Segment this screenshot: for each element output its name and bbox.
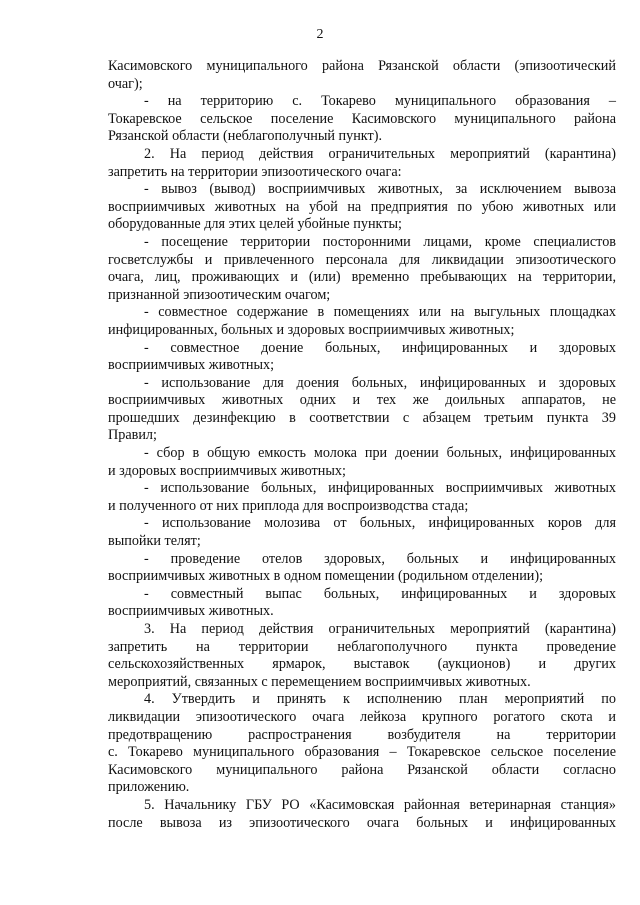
text-line: и полученного от них приплода для воспроизводства стада;	[108, 497, 469, 514]
text-line: - использование для доения больных, инфицированных и здоровых	[144, 374, 616, 391]
text-line: госветслужбы и привлеченного персонала для ликвидации эпизоотического	[108, 251, 616, 268]
text-line: выпойки телят;	[108, 533, 201, 550]
text-line: очага, лиц, проживающих и (или) временно пребывающих на территории,	[108, 269, 616, 286]
text-line: - использование молозива от больных, инфицированных коров для	[144, 515, 616, 532]
text-line: Касимовского муниципального района Рязанской области (эпизоотический	[108, 58, 616, 74]
text-line: восприимчивых животных.	[108, 603, 274, 620]
text-line: 5. Начальнику ГБУ РО «Касимовская районная ветеринарная станция»	[144, 796, 616, 813]
text-line: признанной эпизоотическим очагом;	[108, 286, 331, 303]
text-line: Токаревское сельское поселение Касимовского муниципального района	[108, 110, 616, 127]
text-line: восприимчивых животных в одном помещении (родильном отделении);	[108, 568, 544, 585]
text-line: - вывоз (вывод) восприимчивых животных, за исключением вывоза	[144, 181, 616, 198]
text-line: - посещение территории посторонними лицами, кроме специалистов	[144, 233, 616, 250]
text-line: запретить на территории эпизоотического очага:	[108, 163, 402, 180]
text-line: - на территорию с. Токарево муниципального образования –	[144, 93, 616, 110]
text-line: предотвращению распространения возбудителя на территории	[108, 726, 616, 743]
text-line: оборудованные для этих целей убойные пункты;	[108, 216, 402, 233]
text-line: - совместное доение больных, инфицированных и здоровых	[144, 339, 616, 356]
text-line: Правил;	[108, 427, 157, 444]
text-line: Рязанской области (неблагополучный пункт).	[108, 128, 382, 145]
text-line: восприимчивых животных;	[108, 357, 275, 374]
document-body	[108, 58, 616, 832]
text-line: - сбор в общую емкость молока при доении больных, инфицированных	[144, 445, 616, 462]
text-line: с. Токарево муниципального образования – Токаревское сельское поселение	[108, 744, 616, 761]
text-line: - использование больных, инфицированных восприимчивых животных	[144, 480, 616, 497]
text-line: 4. Утвердить и принять к исполнению план мероприятий по	[144, 691, 616, 708]
text-line: приложению.	[108, 779, 190, 796]
text-line: - проведение отелов здоровых, больных и инфицированных	[144, 550, 616, 567]
text-line: инфицированных, больных и здоровых восприимчивых животных;	[108, 321, 515, 338]
text-line: Касимовского муниципального района Рязанской области согласно	[108, 761, 616, 778]
text-line: запретить на территории неблагополучного пункта проведение	[108, 638, 616, 655]
text-line: восприимчивых животных одних и тех же доильных аппаратов, не	[108, 392, 616, 409]
page-number: 2	[316, 27, 324, 42]
text-line: - совместное содержание в помещениях или на выгульных площадках	[144, 304, 616, 321]
text-line: 2. На период действия ограничительных мероприятий (карантина)	[144, 145, 616, 162]
text-line: ликвидации эпизоотического очага лейкоза крупного рогатого скота и	[108, 708, 616, 725]
text-line: - совместный выпас больных, инфицированных и здоровых	[144, 585, 616, 602]
text-line: мероприятий, связанных с перемещением восприимчивых животных.	[108, 673, 531, 690]
text-line: 3. На период действия ограничительных мероприятий (карантина)	[144, 621, 616, 637]
text-line: после вывоза из эпизоотического очага больных и инфицированных	[108, 814, 616, 831]
text-line: восприимчивых животных на убой на предприятия по убою животных или	[108, 198, 616, 215]
text-line: сельскохозяйственных ярмарок, выставок (аукционов) и других	[108, 656, 616, 673]
text-line: прошедших дезинфекцию в соответствии с абзацем третьим пункта 39	[108, 409, 616, 426]
text-line: очаг);	[108, 75, 143, 92]
text-line: и здоровых восприимчивых животных;	[108, 462, 346, 479]
